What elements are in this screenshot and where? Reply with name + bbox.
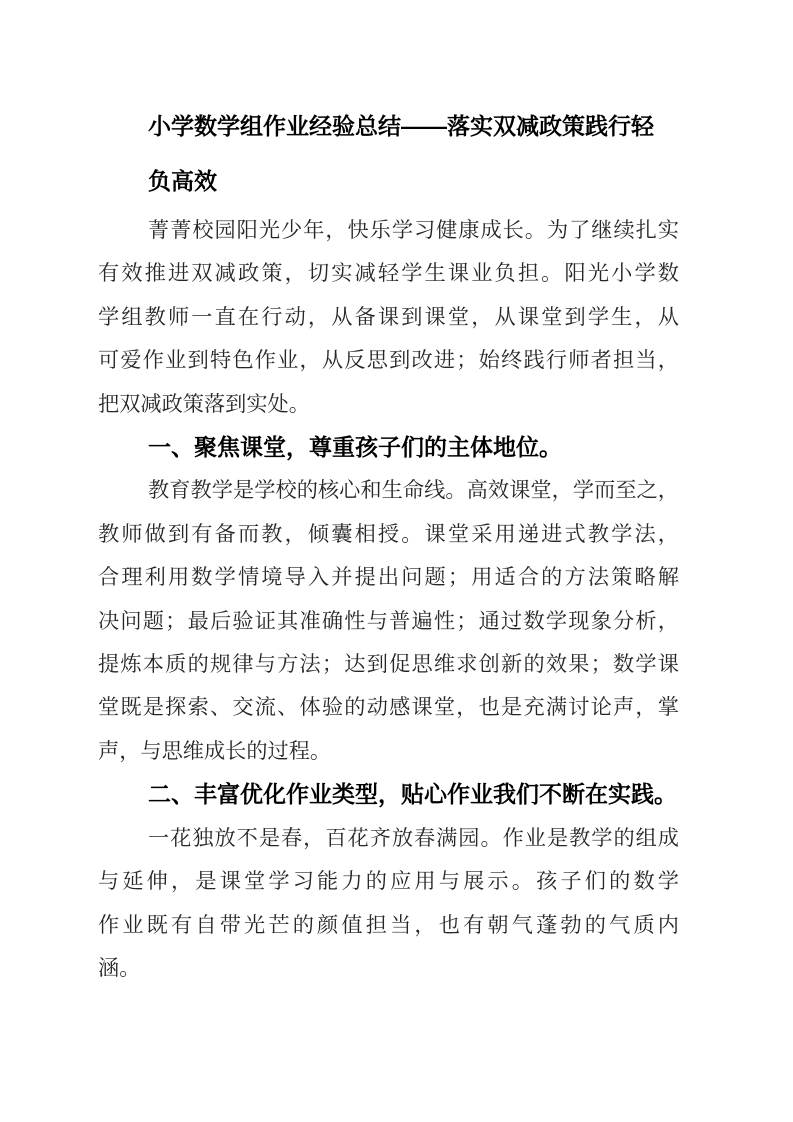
document-title [148, 99, 679, 209]
section-heading-1: 一、聚焦课堂，尊重孩子们的主体地位。 [148, 434, 562, 461]
paragraph-line: 与延伸，是课堂学习能力的应用与展示。孩子们的数学 [98, 869, 679, 894]
paragraph-line: 声，与思维成长的过程。 [98, 738, 332, 763]
paragraph-line: 堂既是探索、交流、体验的动感课堂，也是充满讨论声，掌 [98, 695, 679, 720]
title-line-2: 负高效 [148, 168, 217, 194]
title-line-1: 小学数学组作业经验总结——落实双减政策践行轻 [148, 113, 654, 139]
paragraph-line: 决问题；最后验证其准确性与普遍性；通过数学现象分析， [98, 608, 679, 633]
paragraph-line: 有效推进双减政策，切实减轻学生课业负担。阳光小学数 [98, 261, 679, 286]
paragraph-section-2 [98, 817, 679, 991]
paragraph-section-1 [98, 469, 679, 773]
paragraph-line: 涵。 [98, 955, 141, 980]
paragraph-intro [98, 209, 679, 426]
paragraph-line: 提炼本质的规律与方法；达到促思维求创新的效果；数学课 [98, 652, 679, 677]
paragraph-line: 可爱作业到特色作业，从反思到改进；始终践行师者担当， [98, 348, 679, 373]
paragraph-line: 一花独放不是春，百花齐放春满园。作业是教学的组成 [148, 825, 679, 850]
paragraph-line: 把双减政策落到实处。 [98, 391, 310, 416]
paragraph-line: 学组教师一直在行动，从备课到课堂，从课堂到学生，从 [98, 304, 679, 329]
paragraph-line: 教师做到有备而教，倾囊相授。课堂采用递进式教学法， [98, 521, 679, 546]
paragraph-line: 教育教学是学校的核心和生命线。高效课堂，学而至之， [148, 478, 679, 503]
paragraph-line: 菁菁校园阳光少年，快乐学习健康成长。为了继续扎实 [148, 218, 679, 242]
paragraph-line: 合理利用数学情境导入并提出问题；用适合的方法策略解 [98, 565, 679, 590]
section-heading-2: 二、丰富优化作业类型，贴心作业我们不断在实践。 [148, 781, 677, 808]
paragraph-line: 作业既有自带光芒的颜值担当，也有朝气蓬勃的气质内 [98, 912, 679, 937]
